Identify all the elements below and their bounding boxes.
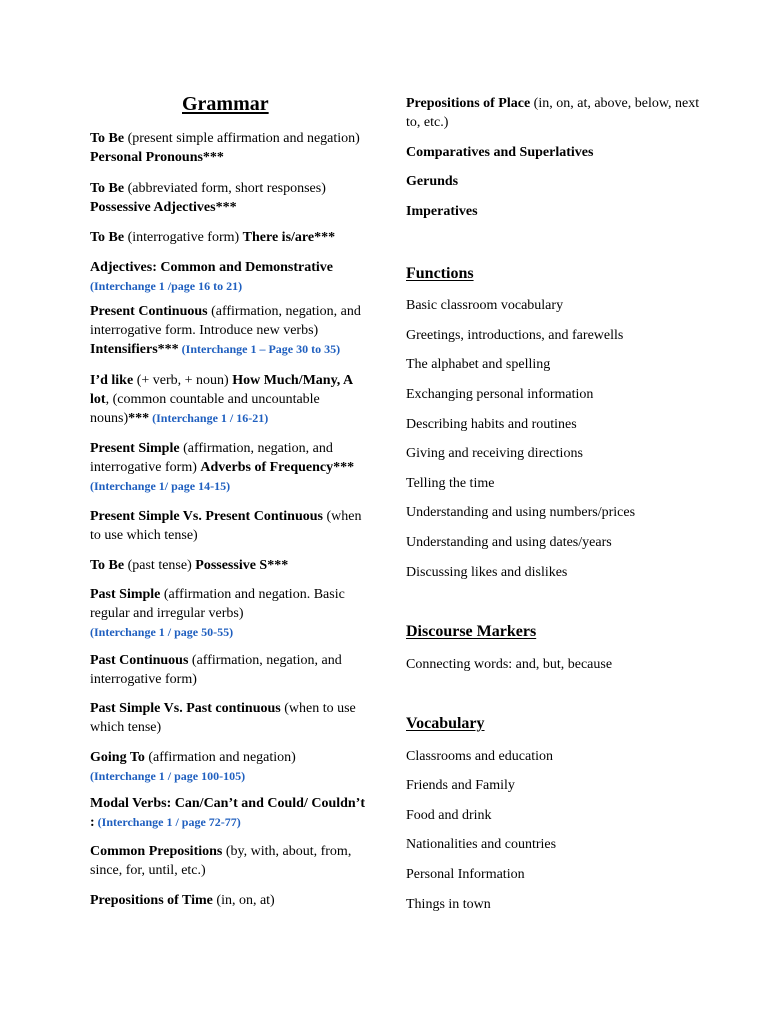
list-item: Connecting words: and, but, because bbox=[406, 657, 613, 672]
vocabulary-heading: Vocabulary bbox=[406, 715, 485, 732]
grammar-entry: To Be (past tense) Possessive S*** bbox=[90, 558, 289, 573]
grammar-entry: To Be (present simple affirmation and negation) Personal Pronouns*** bbox=[90, 131, 360, 165]
grammar-entry: Past Continuous (affirmation, negation, and interrogative form) bbox=[90, 653, 342, 687]
interchange-reference: (Interchange 1 / page 72-77) bbox=[94, 815, 241, 829]
grammar-entry: Gerunds bbox=[406, 174, 459, 189]
grammar-entry: Present Simple (affirmation, negation, and interrogative form) Adverbs of Frequency*** (Interchange 1/ page 14-15) bbox=[90, 441, 355, 493]
grammar-entry: Present Continuous (affirmation, negation, and interrogative form. Introduce new verbs) Intensifiers*** (Interchange 1 – Page 30 to 35) bbox=[90, 304, 361, 357]
grammar-entry: Adjectives: Common and Demonstrative (Interchange 1 /page 16 to 21) bbox=[90, 260, 334, 293]
list-item: Personal Information bbox=[406, 867, 525, 882]
interchange-reference: (Interchange 1/ page 14-15) bbox=[90, 479, 231, 493]
list-item: Telling the time bbox=[406, 476, 495, 491]
interchange-reference: (Interchange 1 / page 100-105) bbox=[90, 769, 246, 783]
grammar-entry: I’d like (+ verb, + noun) How Much/Many, A lot, (common countable and uncountable nouns)*** (Interchange 1 / 16-21) bbox=[90, 373, 353, 426]
interchange-reference: (Interchange 1 /page 16 to 21) bbox=[90, 279, 243, 293]
grammar-entry: Past Simple Vs. Past continuous (when to use which tense) bbox=[90, 701, 356, 735]
functions-heading: Functions bbox=[406, 265, 474, 282]
list-item: Basic classroom vocabulary bbox=[406, 298, 564, 313]
grammar-entry: Modal Verbs: Can/Can’t and Could/ Couldn’t : (Interchange 1 / page 72-77) bbox=[90, 796, 366, 830]
list-item: Understanding and using dates/years bbox=[406, 535, 612, 550]
grammar-entry: Present Simple Vs. Present Continuous (when to use which tense) bbox=[90, 509, 362, 543]
interchange-reference: (Interchange 1 / page 50-55) bbox=[90, 625, 234, 639]
grammar-entry: Going To (affirmation and negation) (Interchange 1 / page 100-105) bbox=[90, 750, 296, 783]
list-item: Giving and receiving directions bbox=[406, 446, 583, 461]
grammar-entry: Comparatives and Superlatives bbox=[406, 145, 594, 160]
grammar-entry: Past Simple (affirmation and negation. Basic regular and irregular verbs) (Interchange 1 / page 50-55) bbox=[90, 587, 345, 639]
grammar-entry: To Be (interrogative form) There is/are*** bbox=[90, 230, 336, 245]
list-item: Discussing likes and dislikes bbox=[406, 565, 568, 580]
list-item: Greetings, introductions, and farewells bbox=[406, 328, 624, 343]
list-item: Exchanging personal information bbox=[406, 387, 594, 402]
grammar-entry: To Be (abbreviated form, short responses) Possessive Adjectives*** bbox=[90, 181, 326, 215]
list-item: Classrooms and education bbox=[406, 749, 553, 764]
grammar-entry: Imperatives bbox=[406, 204, 478, 219]
list-item: Food and drink bbox=[406, 808, 492, 823]
interchange-reference: (Interchange 1 / 16-21) bbox=[149, 411, 269, 425]
list-item: Understanding and using numbers/prices bbox=[406, 505, 636, 520]
discourse-markers-heading: Discourse Markers bbox=[406, 623, 537, 640]
list-item: Describing habits and routines bbox=[406, 417, 577, 432]
list-item: Friends and Family bbox=[406, 778, 515, 793]
list-item: Nationalities and countries bbox=[406, 837, 557, 852]
grammar-entry: Prepositions of Place (in, on, at, above, below, next to, etc.) bbox=[406, 96, 700, 130]
grammar-heading: Grammar bbox=[182, 93, 269, 115]
interchange-reference: (Interchange 1 – Page 30 to 35) bbox=[178, 342, 341, 356]
grammar-entry: Prepositions of Time (in, on, at) bbox=[90, 893, 275, 908]
list-item: Things in town bbox=[406, 897, 491, 912]
grammar-entry: Common Prepositions (by, with, about, from, since, for, until, etc.) bbox=[90, 844, 352, 878]
list-item: The alphabet and spelling bbox=[406, 357, 551, 372]
